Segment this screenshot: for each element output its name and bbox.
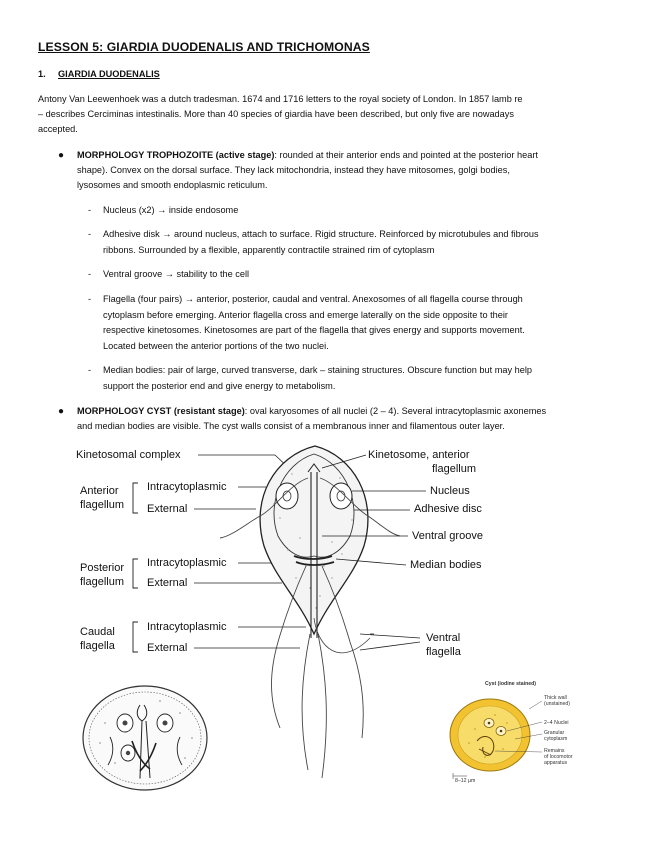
label-posterior: Posterior bbox=[80, 562, 125, 574]
label-posterior-external: External bbox=[147, 577, 188, 589]
sub-item-line: respective kinetosomes. Kinetosomes are part of the flagella that gives energy and supports movement. bbox=[103, 325, 525, 335]
sub-item-line: Ventral groove → stability to the cell bbox=[103, 269, 250, 279]
label-adhesive-disc: Adhesive disc bbox=[414, 503, 482, 515]
bullet-dot-icon: ● bbox=[58, 150, 65, 161]
stain-label: apparatus bbox=[544, 760, 568, 766]
sub-item-line: Located between the anterior portions of the two nuclei. bbox=[103, 340, 329, 351]
section-heading bbox=[38, 69, 160, 79]
document-page: LESSON 5: GIARDIA DUODENALIS AND TRICHOMONAS 1. GIARDIA DUODENALIS Antony Van Leewenhoek was a dutch tradesman. 1674 and 1716 letters to the royal society of London. In 1857 lamb re – describes Cerciminas intestinalis. More than 40 species of giardia have been described, but only five are nowadays accepted. ● MORPHOLOGY TROPHOZOITE (active stage): rounded at their anterior ends and pointed at the posterior heart shape). Convex on the dorsal surface. They lack mitochondria, instead they have mitosomes, golgi bodies, lysosomes and smooth endoplasmic reticulum. - Nucleus (x2) → inside endosome - Adhesive disk → around nucleus, attach to surface. Rigid structure. Reinforced by microtubules and fibrous ribbons. Surrounded by a flexible, apparently contractile strained rim of cytoplasm - Ventral groove → stability to the cell - Flagella (four pairs) → anterior, posterior, caudal and ventral. Anexosomes of all flagella course through cytoplasm before emerging. Anterior flagella cross and emerge laterally on the side opposite to their respective kinetosomes. Kinetosomes are part of the flagella that gives energy and supports movement. Located between the anterior portions of the two nuclei. - Median bodies: pair of large, curved transverse, dark – staining structures. Obscure function but may help support the posterior end and give energy to metabolism. ● MORPHOLOGY CYST (resistant stage): oval karyosomes of all nuclei (2 – 4). Several intracytoplasmic axonemes and median bodies are visible. The cyst walls consist of a membranous inner and filamentous outer layer. Kinetosomal complex Anterior flagellum Intracytoplasmic External Posterior flagellum Intracytoplasmic External Caudal flagella Intracytoplasmic External Kinetosome, anterior flagellum Nucleus Adhesive disc Ventral groove Median bodies Ventral flagella Cyst (iodine stained) Thick wall (unstained) 2–4 Nuclei Granular cytoplasm Remains of locomotor apparatus 8–12 µm bbox=[0, 0, 655, 848]
trophozoite-heading: MORPHOLOGY TROPHOZOITE (active stage) bbox=[77, 150, 275, 160]
trophozoite-text bbox=[77, 148, 617, 193]
stain-label: Remains bbox=[544, 748, 565, 754]
iodine-cyst-figure bbox=[445, 679, 595, 783]
label-posterior-intracytoplasmic: Intracytoplasmic bbox=[147, 557, 227, 569]
sub-item-line: Adhesive disk → around nucleus, attach to surface. Rigid structure. Reinforced by microtubules and fibrous bbox=[103, 229, 539, 239]
sub-item-line: cytoplasm before emerging. Anterior flagella cross and emerge laterally on the side opposite to their bbox=[103, 309, 508, 320]
sub-item-line: Nucleus (x2) → inside endosome bbox=[103, 205, 239, 215]
label-caudal: Caudal bbox=[80, 626, 115, 638]
label-ventral: Ventral bbox=[426, 632, 461, 644]
stain-label: Granular bbox=[544, 730, 565, 736]
label-caudal-external: External bbox=[147, 642, 188, 654]
section-title: GIARDIA DUODENALIS bbox=[58, 69, 160, 79]
cyst-drawing bbox=[80, 683, 210, 793]
stain-label: of locomotor bbox=[544, 754, 573, 760]
trophozoite-line: lysosomes and smooth endoplasmic reticulum. bbox=[77, 180, 268, 190]
stain-label: Thick wall bbox=[544, 695, 567, 701]
intro-line: accepted. bbox=[38, 124, 78, 134]
label-anterior: Anterior bbox=[80, 485, 119, 497]
label-anterior-flagellum: flagellum bbox=[80, 499, 125, 511]
intro-line: – describes Cerciminas intestinalis. More than 40 species of giardia have been described, but only five are nowadays bbox=[38, 109, 514, 119]
label-anterior-external: External bbox=[147, 503, 188, 515]
stain-label: cytoplasm bbox=[544, 736, 568, 742]
intro-line: Antony Van Leewenhoek was a dutch tradesman. 1674 and 1716 letters to the royal society of London. In 1857 lamb re bbox=[38, 94, 523, 104]
sub-item-line: Median bodies: pair of large, curved transverse, dark – staining structures. Obscure function but may help bbox=[103, 365, 532, 375]
label-anterior-intracytoplasmic: Intracytoplasmic bbox=[147, 481, 227, 493]
label-kinetosome: Kinetosome, anterior bbox=[368, 449, 470, 461]
label-kinetosome-flagellum: flagellum bbox=[432, 463, 477, 475]
cyst-text bbox=[77, 404, 637, 434]
cyst-line: : oval karyosomes of all nuclei (2 – 4). Several intracytoplasmic axonemes bbox=[244, 406, 547, 416]
label-ventral-groove: Ventral groove bbox=[412, 530, 483, 542]
label-ventral-flagella: flagella bbox=[426, 646, 461, 658]
label-kinetosomal-complex: Kinetosomal complex bbox=[76, 449, 181, 461]
section-number: 1. bbox=[38, 69, 46, 79]
intro-paragraph bbox=[38, 92, 622, 137]
trophozoite-cell bbox=[220, 446, 400, 778]
cyst-heading: MORPHOLOGY CYST (resistant stage) bbox=[77, 406, 245, 416]
label-caudal-flagella: flagella bbox=[80, 640, 115, 652]
lesson-title: LESSON 5: GIARDIA DUODENALIS AND TRICHOMONAS bbox=[38, 40, 370, 54]
stain-label: 2–4 Nuclei bbox=[544, 720, 569, 726]
stain-scale: 8–12 µm bbox=[455, 778, 476, 783]
label-posterior-flagellum: flagellum bbox=[80, 576, 125, 588]
sub-item-line: support the posterior end and give energy to metabolism. bbox=[103, 380, 336, 391]
label-caudal-intracytoplasmic: Intracytoplasmic bbox=[147, 621, 227, 633]
label-nucleus: Nucleus bbox=[430, 485, 470, 497]
trophozoite-line: shape). Convex on the dorsal surface. They lack mitochondria, instead they have mitosomes, golgi bodies, bbox=[77, 165, 510, 175]
label-median-bodies: Median bodies bbox=[410, 559, 482, 571]
sub-item-line: Flagella (four pairs) → anterior, posterior, caudal and ventral. Anexosomes of all flagella course through bbox=[103, 294, 523, 304]
stain-label: (unstained) bbox=[544, 701, 570, 707]
bullet-dot-icon: ● bbox=[58, 406, 65, 417]
sub-item-line: ribbons. Surrounded by a flexible, apparently contractile strained rim of cytoplasm bbox=[103, 244, 435, 255]
cyst-line: and median bodies are visible. The cyst walls consist of a membranous inner and filamentous outer layer. bbox=[77, 421, 505, 431]
trophozoite-line: : rounded at their anterior ends and pointed at the posterior heart bbox=[274, 150, 538, 160]
stain-title: Cyst (iodine stained) bbox=[485, 681, 537, 687]
